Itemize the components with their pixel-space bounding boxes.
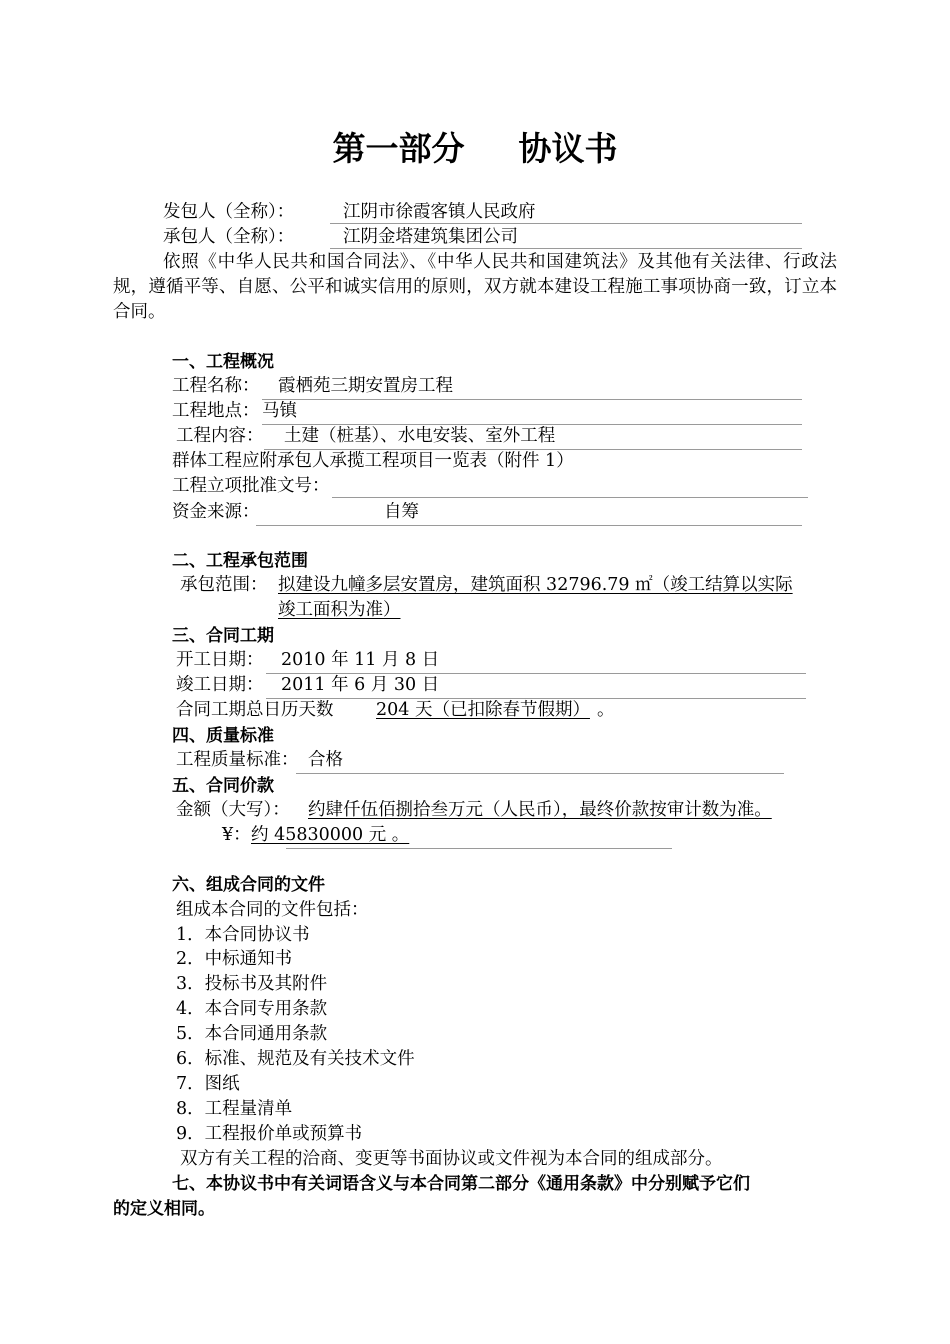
list-item: 2．中标通知书 [176, 949, 293, 969]
section3-heading: 三、合同工期 [172, 626, 274, 646]
total-days-label: 合同工期总日历天数 [176, 700, 334, 720]
scope-label: 承包范围： [180, 575, 268, 595]
quality-value: 合格 [308, 750, 343, 770]
contractor-value: 江阴金塔建筑集团公司 [343, 227, 518, 247]
total-days-end: 。 [597, 700, 615, 720]
scope-line-2: 竣工面积为准） [278, 600, 401, 620]
employer-label: 发包人（全称）： [163, 202, 295, 222]
content-label: 工程内容： [176, 426, 264, 446]
section6-heading: 六、组成合同的文件 [172, 875, 325, 895]
yen-label: ¥： [222, 825, 251, 845]
quality-label: 工程质量标准： [176, 750, 299, 770]
list-item: 1．本合同协议书 [176, 925, 310, 945]
location-label: 工程地点： [172, 401, 260, 421]
amount-value: 约肆仟伍佰捌拾叁万元（人民币），最终价款按审计数为准。 [308, 800, 772, 820]
list-item: 3．投标书及其附件 [176, 974, 328, 994]
section7-line-1: 七、本协议书中有关词语含义与本合同第二部分《通用条款》中分别赋予它们 [172, 1174, 750, 1194]
content-value: 土建（桩基）、水电安装、室外工程 [284, 426, 556, 446]
yen-underline [286, 848, 672, 849]
list-item: 9．工程报价单或预算书 [176, 1124, 363, 1144]
scope-line-1: 拟建设九幢多层安置房，建筑面积 32796.79 ㎡（竣工结算以实际 [278, 575, 793, 595]
funding-label: 资金来源： [172, 502, 260, 522]
intro-paragraph: 依照《中华人民共和国合同法》、《中华人民共和国建筑法》及其他有关法律、行政法规，遵循平等、自愿、公平和诚实信用的原则，双方就本建设工程施工事项协商一致，订立本合同。 [113, 252, 837, 322]
employer-underline [330, 223, 802, 224]
group-project-line: 群体工程应附承包人承揽工程项目一览表（附件 1） [172, 451, 574, 471]
document-title [0, 126, 950, 172]
yen-value: 约 45830000 元 。 [251, 825, 410, 845]
start-date-value: 2010 年 11 月 8 日 [281, 650, 440, 670]
title-name: 协议书 [518, 129, 618, 168]
project-name-value: 霞栖苑三期安置房工程 [278, 376, 453, 396]
approval-underline [332, 497, 808, 498]
approval-label: 工程立项批准文号： [172, 476, 330, 496]
amount-label: 金额（大写）： [176, 800, 290, 820]
list-item: 8．工程量清单 [176, 1099, 293, 1119]
quality-underline [296, 773, 784, 774]
section1-heading: 一、工程概况 [172, 352, 274, 372]
section4-heading: 四、质量标准 [172, 726, 274, 746]
funding-underline [256, 525, 802, 526]
start-date-label: 开工日期： [176, 650, 264, 670]
section7-line-2: 的定义相同。 [113, 1199, 215, 1219]
section5-heading: 五、合同价款 [172, 776, 274, 796]
total-days-value: 204 天（已扣除春节假期） [376, 700, 590, 720]
list-item: 7．图纸 [176, 1074, 240, 1094]
documents-intro: 组成本合同的文件包括： [176, 900, 369, 920]
documents-closing: 双方有关工程的洽商、变更等书面协议或文件视为本合同的组成部分。 [180, 1149, 723, 1169]
list-item: 6．标准、规范及有关技术文件 [176, 1049, 415, 1069]
contractor-underline [330, 248, 802, 249]
end-date-label: 竣工日期： [176, 675, 264, 695]
funding-value: 自筹 [384, 502, 419, 522]
location-value: 马镇 [262, 401, 297, 421]
title-part: 第一部分 [332, 129, 465, 168]
project-name-underline [262, 399, 802, 400]
list-item: 5．本合同通用条款 [176, 1024, 328, 1044]
employer-value: 江阴市徐霞客镇人民政府 [343, 202, 536, 222]
section2-heading: 二、工程承包范围 [172, 551, 308, 571]
end-date-value: 2011 年 6 月 30 日 [281, 675, 440, 695]
contractor-label: 承包人（全称）： [163, 227, 295, 247]
list-item: 4．本合同专用条款 [176, 999, 328, 1019]
project-name-label: 工程名称： [172, 376, 260, 396]
